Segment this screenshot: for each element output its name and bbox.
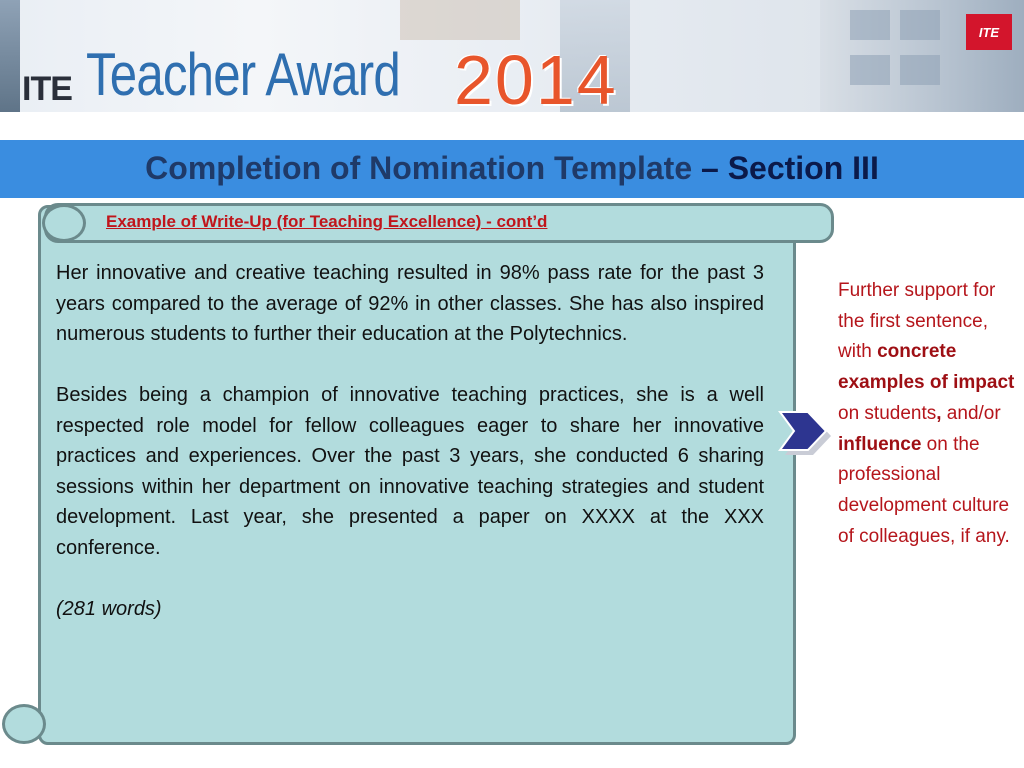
- banner-window: [900, 55, 940, 85]
- scroll-curl-top: [42, 204, 86, 242]
- page-title: [0, 150, 1024, 187]
- title-main: Completion of Nomination Template: [145, 150, 693, 186]
- ite-logo: [966, 14, 1012, 50]
- side-note-text: and/or: [941, 402, 1001, 424]
- side-note-text: Further support for the first sentence, with: [838, 280, 996, 363]
- write-up-body: [56, 258, 764, 655]
- header-banner: [0, 0, 1024, 112]
- banner-window: [900, 10, 940, 40]
- arrow-right-icon: [776, 408, 834, 458]
- banner-window: [850, 55, 890, 85]
- side-note-text: on students: [838, 402, 937, 424]
- banner-ite-label: ITE: [22, 70, 72, 108]
- word-count: (281 words): [56, 597, 162, 620]
- side-note-emphasis: influence: [838, 433, 922, 455]
- side-note: [838, 276, 1020, 552]
- banner-building: [400, 0, 520, 40]
- scroll-heading: Example of Write-Up (for Teaching Excellence) - cont’d: [106, 212, 548, 231]
- paragraph: Besides being a champion of innovative teaching practices, she is a well respected role model for fellow colleagues eager to share her innovative practices and experiences. Over the past 3 years, she conducted 6 sharing sessions within her department on innovative teaching strategies and student development. Last year, she presented a paper on XXXX at the XXX conference.: [56, 384, 764, 559]
- logo-text: ITE: [978, 24, 1000, 40]
- side-note-emphasis: ,: [936, 402, 942, 424]
- banner-window: [850, 10, 890, 40]
- banner-building: [0, 0, 20, 112]
- banner-title: Teacher Award: [86, 41, 400, 108]
- paragraph: Her innovative and creative teaching resulted in 98% pass rate for the past 3 years compared to the average of 92% in other classes. She has also inspired numerous students to further their education at the Polytechnics.: [56, 262, 764, 345]
- side-note-text: on the professional development culture of colleagues, if any.: [838, 433, 1010, 547]
- banner-year: 2014: [454, 41, 618, 112]
- side-note-emphasis: concrete examples of impact: [838, 341, 1015, 394]
- scroll-curl-bottom: [2, 704, 46, 744]
- title-section: – Section III: [701, 150, 879, 186]
